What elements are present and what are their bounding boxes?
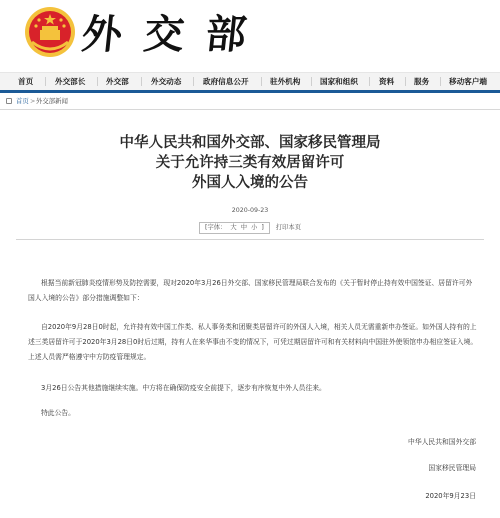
article-paragraph — [28, 320, 478, 365]
article-paragraph — [28, 406, 478, 421]
signature-nia: 国家移民管理局 — [428, 464, 476, 472]
nav-separator — [405, 77, 406, 86]
nav-item-missions[interactable]: 驻外机构 — [270, 77, 301, 86]
page-title-line: 外国人入境的公告 — [192, 175, 308, 191]
article-paragraph — [28, 276, 478, 306]
paragraph-text: 特此公告。 — [41, 409, 75, 417]
page-title — [0, 133, 500, 193]
nav-item-minister[interactable]: 外交部长 — [55, 77, 86, 86]
nav-item-gov-info[interactable]: 政府信息公开 — [203, 77, 249, 86]
nav-separator — [141, 77, 142, 86]
print-page-link[interactable]: 打印本页 — [275, 224, 301, 231]
nav-separator — [369, 77, 370, 86]
article-paragraph — [28, 381, 478, 396]
nav-item-services[interactable]: 服务 — [414, 77, 430, 86]
nav-item-mobile[interactable]: 移动客户端 — [449, 77, 487, 86]
nav-item-ministry[interactable]: 外交部 — [106, 77, 129, 86]
font-size-control — [199, 222, 270, 234]
nav-item-resources[interactable]: 资料 — [379, 77, 395, 86]
site-header — [0, 0, 500, 72]
nav-separator — [440, 77, 441, 86]
breadcrumb — [0, 93, 500, 110]
nav-item-home[interactable]: 首页 — [18, 77, 34, 86]
nav-separator — [97, 77, 98, 86]
signature-mfa: 中华人民共和国外交部 — [408, 438, 476, 446]
nav-separator — [193, 77, 194, 86]
nav-item-activities[interactable]: 外交动态 — [151, 77, 182, 86]
nav-separator — [261, 77, 262, 86]
breadcrumb-home-link[interactable]: 首页 — [16, 97, 29, 105]
site-logo-text[interactable]: 外交部 — [79, 11, 271, 58]
page-title-line: 中华人民共和国外交部、国家移民管理局 — [119, 135, 381, 151]
nav-separator — [45, 77, 46, 86]
nav-separator — [311, 77, 312, 86]
font-size-large-button[interactable]: 大 — [230, 224, 237, 231]
font-size-small-button[interactable]: 小 — [251, 224, 258, 231]
nav-item-countries[interactable]: 国家和组织 — [320, 77, 358, 86]
font-size-close: ] — [261, 224, 264, 231]
national-emblem-icon — [24, 6, 76, 58]
paragraph-text: 自2020年9月28日0时起，允许持有效中国工作类、私人事务类和团聚类居留许可的外国人入境，相关人员无需重新申办签证。如外国人持有的上述三类居留许可于2020年3月28日0时后过期，持有人在来华事由不变的情况下，可凭过期居留许可和有关材料向中国驻外使领馆申办相应签证入境。上述人员需严格遵守中方防疫管理规定。 — [28, 323, 478, 361]
font-size-medium-button[interactable]: 中 — [240, 224, 247, 231]
font-size-bar — [0, 222, 500, 232]
content-divider — [16, 239, 484, 240]
breadcrumb-current[interactable]: 外交部新闻 — [36, 97, 68, 105]
main-nav — [0, 72, 500, 93]
paragraph-text: 3月26日公告其他措施继续实施。中方将在确保防疫安全前提下，逐步有序恢复中外人员往来。 — [41, 384, 326, 392]
home-icon — [6, 98, 12, 104]
font-size-label: [字体： — [205, 224, 227, 231]
publish-date: 2020-09-23 — [231, 207, 269, 214]
paragraph-text: 根据当前新冠肺炎疫情形势及防控需要，现对2020年3月26日外交部、国家移民管理局联合发布的《关于暂时停止持有效中国签证、居留许可外国人入境的公告》部分措施调整如下： — [28, 279, 473, 302]
signature-date: 2020年9月23日 — [425, 492, 476, 500]
breadcrumb-separator: > — [30, 97, 36, 105]
page-title-line: 关于允许持三类有效居留许可 — [155, 155, 345, 171]
